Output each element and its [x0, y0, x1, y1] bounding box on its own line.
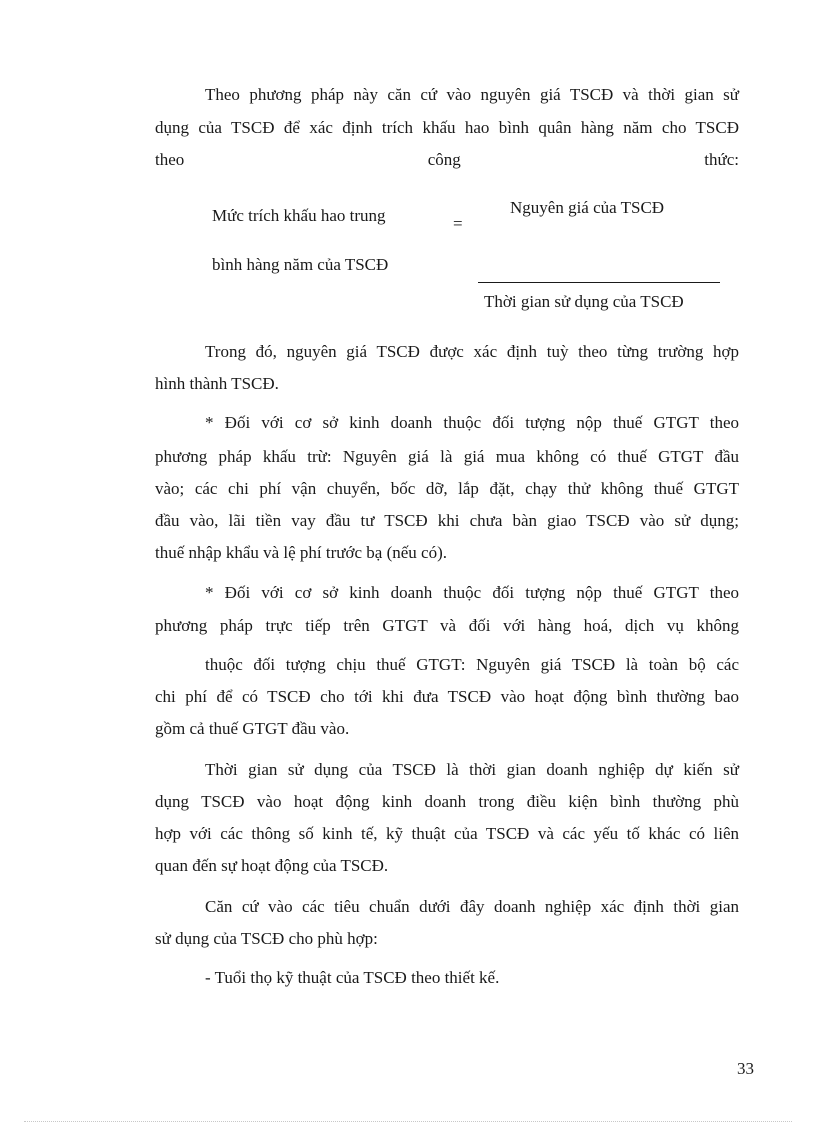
fraction-bar: [478, 282, 720, 283]
paragraph-5-line-4: quan đến sự hoạt động của TSCĐ.: [155, 856, 389, 875]
formula-numerator: Nguyên giá của TSCĐ: [510, 198, 665, 217]
paragraph-1-line-3: [155, 149, 739, 171]
word-cong: công: [427, 150, 461, 169]
paragraph-4-line-1: * Đối với cơ sở kinh doanh thuộc đối tượng nộp thuế GTGT theo: [205, 583, 739, 602]
paragraph-1-line-2: dụng của TSCĐ để xác định trích khấu hao bình quân hàng năm cho TSCĐ: [155, 118, 739, 137]
paragraph-3-line-2: phương pháp khấu trừ: Nguyên giá là giá mua không có thuế GTGT đầu: [155, 447, 739, 466]
paragraph-4-line-2: phương pháp trực tiếp trên GTGT và đối với hàng hoá, dịch vụ không: [155, 616, 739, 635]
paragraph-3-line-5: thuế nhập khẩu và lệ phí trước bạ (nếu có).: [155, 543, 447, 562]
paragraph-7-line-1: - Tuổi thọ kỹ thuật của TSCĐ theo thiết kế.: [205, 968, 500, 987]
paragraph-3-line-1: * Đối với cơ sở kinh doanh thuộc đối tượng nộp thuế GTGT theo: [205, 413, 739, 432]
paragraph-6-line-1: Căn cứ vào các tiêu chuẩn dưới đây doanh nghiệp xác định thời gian: [205, 897, 739, 916]
paragraph-4-line-5: gồm cả thuế GTGT đầu vào.: [155, 719, 350, 738]
paragraph-2-line-2: hình thành TSCĐ.: [155, 374, 279, 393]
paragraph-6-line-2: sử dụng của TSCĐ cho phù hợp:: [155, 929, 378, 948]
paragraph-4-line-4: chi phí để có TSCĐ cho tới khi đưa TSCĐ vào hoạt động bình thường bao: [155, 687, 739, 706]
paragraph-3-line-3: vào; các chi phí vận chuyển, bốc dỡ, lắp đặt, chạy thử không thuế GTGT: [155, 479, 739, 498]
page-bottom-divider: [24, 1121, 792, 1122]
paragraph-1-line-1: Theo phương pháp này căn cứ vào nguyên giá TSCĐ và thời gian sử: [205, 85, 739, 104]
paragraph-4-line-3: thuộc đối tượng chịu thuế GTGT: Nguyên giá TSCĐ là toàn bộ các: [205, 655, 739, 674]
formula-equals-sign: =: [453, 214, 463, 233]
word-thuc: thức:: [704, 150, 740, 169]
paragraph-3-line-4: đầu vào, lãi tiền vay đầu tư TSCĐ khi chưa bàn giao TSCĐ vào sử dụng;: [155, 511, 739, 530]
formula-denominator: Thời gian sử dụng của TSCĐ: [484, 292, 684, 311]
page-number: 33: [737, 1059, 754, 1078]
formula-lhs-line-1: Mức trích khấu hao trung: [212, 206, 386, 225]
paragraph-5-line-2: dụng TSCĐ vào hoạt động kinh doanh trong điều kiện bình thường phù: [155, 792, 739, 811]
formula-lhs-line-2: bình hàng năm của TSCĐ: [212, 255, 389, 274]
paragraph-5-line-1: Thời gian sử dụng của TSCĐ là thời gian doanh nghiệp dự kiến sử: [205, 760, 739, 779]
paragraph-5-line-3: hợp với các thông số kinh tế, kỹ thuật của TSCĐ và các yếu tố khác có liên: [155, 824, 739, 843]
paragraph-2-line-1: Trong đó, nguyên giá TSCĐ được xác định tuỳ theo từng trường hợp: [205, 342, 739, 361]
word-theo: theo: [155, 150, 185, 169]
